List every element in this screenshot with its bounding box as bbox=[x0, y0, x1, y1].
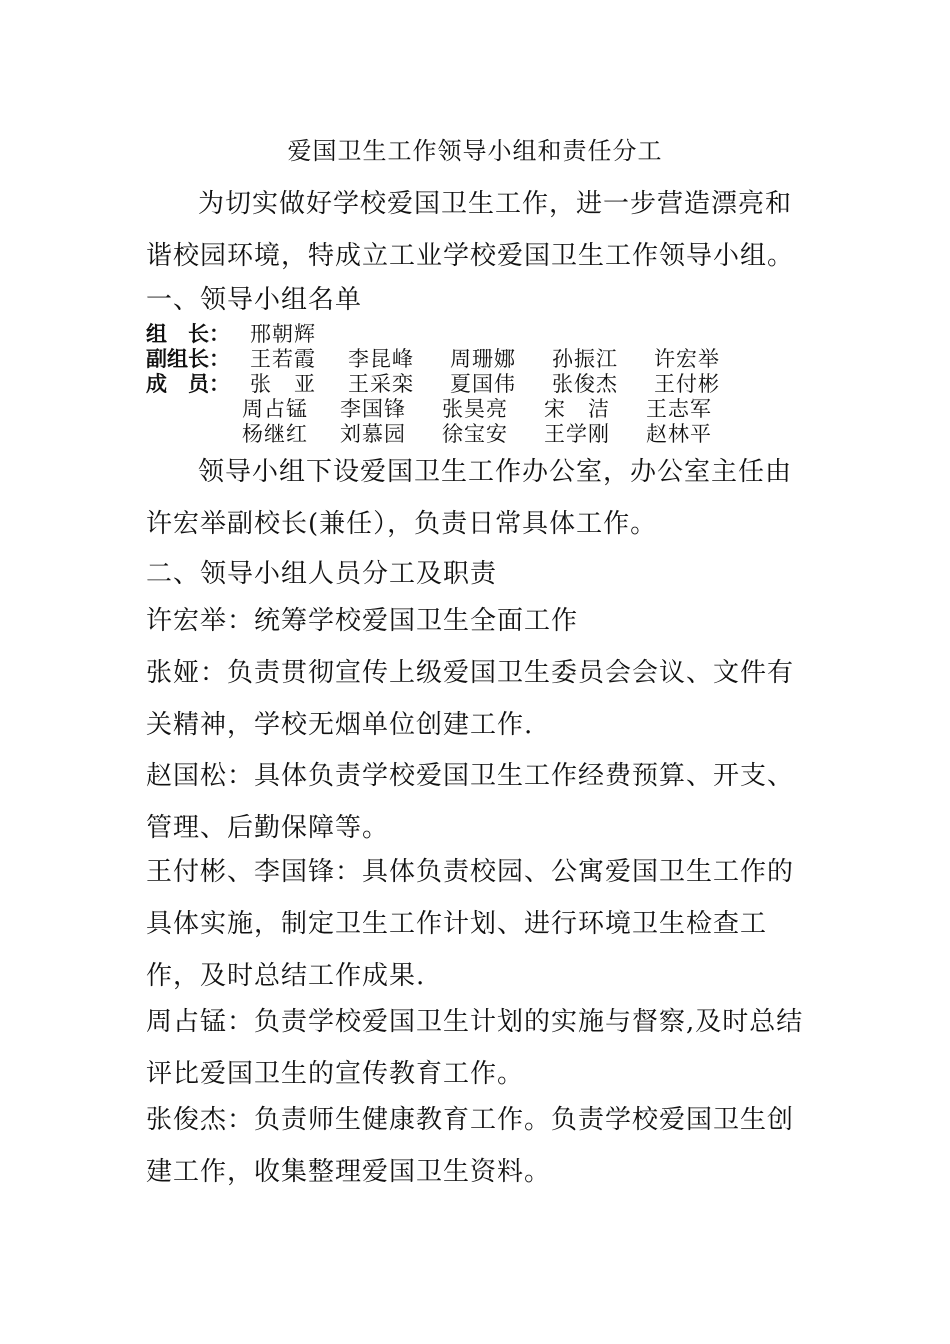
duty-paragraph: 张俊杰：负责师生健康教育工作。负责学校爱国卫生创建工作，收集整理爱国卫生资料。 bbox=[146, 1105, 795, 1187]
roster-row-members-3 bbox=[146, 422, 786, 447]
deputy-name: 周珊娜 bbox=[450, 347, 516, 371]
duty-paragraph: 周占锰：负责学校爱国卫生计划的实施与督察,及时总结评比爱国卫生的宣传教育工作。 bbox=[146, 1007, 804, 1089]
member-name: 宋 洁 bbox=[544, 397, 610, 421]
deputy-name: 孙振江 bbox=[552, 347, 618, 371]
document-title: 爱国卫生工作领导小组和责任分工 bbox=[287, 137, 663, 165]
member-name: 张昊亮 bbox=[442, 397, 508, 421]
duty-paragraph: 张娅：负责贯彻宣传上级爱国卫生委员会会议、文件有关精神，学校无烟单位创建工作. bbox=[146, 658, 795, 740]
member-name: 周占锰 bbox=[242, 397, 308, 421]
deputy-label: 副组长： bbox=[146, 347, 230, 371]
member-name: 赵林平 bbox=[646, 422, 712, 446]
leader-name: 邢朝辉 bbox=[250, 322, 316, 346]
member-name: 刘慕园 bbox=[340, 422, 406, 446]
member-name: 张 亚 bbox=[250, 372, 316, 396]
section-heading-duties: 二、领导小组人员分工及职责 bbox=[146, 559, 498, 589]
deputy-name: 李昆峰 bbox=[348, 347, 414, 371]
duty-paragraph: 许宏举：统筹学校爱国卫生全面工作 bbox=[146, 606, 579, 636]
member-name: 王采栾 bbox=[348, 372, 414, 396]
roster-table bbox=[146, 322, 786, 447]
roster-row-members-2 bbox=[146, 397, 786, 422]
members-label: 成 员： bbox=[146, 372, 230, 396]
section-heading-roster: 一、领导小组名单 bbox=[146, 285, 363, 315]
roster-row-deputies bbox=[146, 347, 786, 372]
member-name: 王学刚 bbox=[544, 422, 610, 446]
office-note-paragraph: 领导小组下设爱国卫生工作办公室，办公室主任由许宏举副校长(兼任），负责日常具体工作。 bbox=[146, 457, 793, 539]
roster-row-leader bbox=[146, 322, 786, 347]
member-name: 杨继红 bbox=[242, 422, 308, 446]
member-name: 王付彬 bbox=[654, 372, 720, 396]
duty-paragraph: 赵国松：具体负责学校爱国卫生工作经费预算、开支、管理、后勤保障等。 bbox=[146, 761, 795, 843]
deputy-name: 许宏举 bbox=[654, 347, 720, 371]
member-name: 王志军 bbox=[646, 397, 712, 421]
leader-label: 组 长： bbox=[146, 322, 230, 346]
member-name: 张俊杰 bbox=[552, 372, 618, 396]
intro-paragraph: 为切实做好学校爱国卫生工作，进一步营造漂亮和谐校园环境，特成立工业学校爱国卫生工作领导小组。 bbox=[146, 189, 795, 271]
deputy-name: 王若霞 bbox=[250, 347, 316, 371]
member-name: 李国锋 bbox=[340, 397, 406, 421]
member-name: 夏国伟 bbox=[450, 372, 516, 396]
member-name: 徐宝安 bbox=[442, 422, 508, 446]
roster-row-members-1 bbox=[146, 372, 786, 397]
duty-paragraph: 王付彬、李国锋：具体负责校园、公寓爱国卫生工作的具体实施，制定卫生工作计划、进行环境卫生检查工作，及时总结工作成果. bbox=[146, 857, 795, 991]
